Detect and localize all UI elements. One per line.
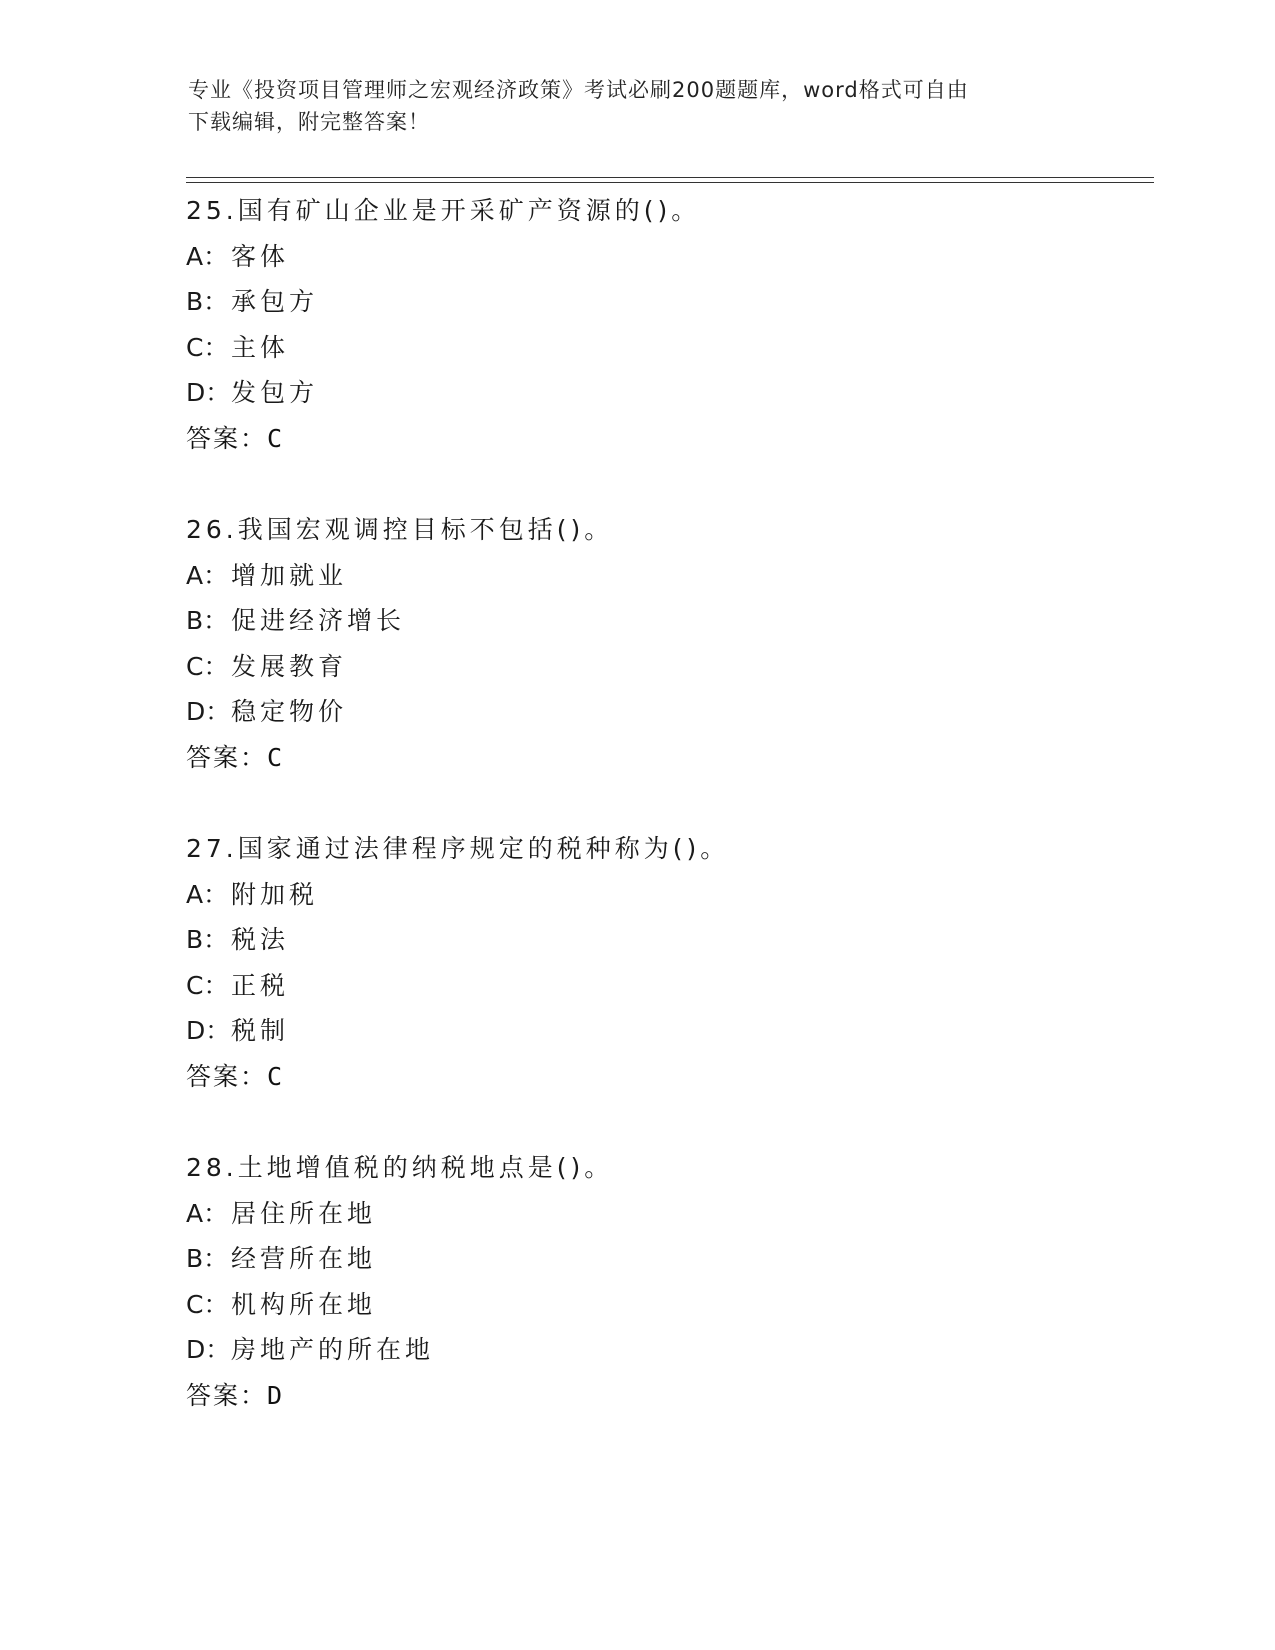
option-text: 房地产的所在地 <box>231 1335 435 1365</box>
answer-value: D <box>267 1380 283 1410</box>
option-text: 发展教育 <box>231 651 348 681</box>
option-key: B： <box>186 925 229 955</box>
option-c <box>186 644 1146 690</box>
option-a <box>186 234 1146 280</box>
option-text: 促进经济增长 <box>231 606 406 636</box>
option-key: B： <box>186 606 229 636</box>
option-text: 正税 <box>231 970 290 1000</box>
option-key: A： <box>186 560 229 590</box>
option-text: 承包方 <box>231 287 319 317</box>
question-25 <box>186 188 1146 507</box>
document-header <box>188 74 1068 138</box>
option-key: C： <box>186 970 229 1000</box>
option-text: 客体 <box>231 241 290 271</box>
option-text: 税制 <box>231 1016 290 1046</box>
question-26 <box>186 507 1146 826</box>
option-text: 经营所在地 <box>231 1244 377 1274</box>
answer-label: 答案： <box>186 742 268 772</box>
answer-line <box>186 1054 1146 1100</box>
option-key: D： <box>186 378 231 408</box>
answer-label: 答案： <box>186 423 268 453</box>
option-key: B： <box>186 287 229 317</box>
option-b <box>186 279 1146 325</box>
option-a <box>186 553 1146 599</box>
option-text: 增加就业 <box>231 560 348 590</box>
header-divider-top <box>186 177 1154 178</box>
question-27 <box>186 826 1146 1145</box>
option-b <box>186 1236 1146 1282</box>
answer-value: C <box>267 423 283 453</box>
option-text: 税法 <box>231 925 290 955</box>
option-b <box>186 598 1146 644</box>
question-stem: 25.国有矿山企业是开采矿产资源的()。 <box>186 196 701 225</box>
answer-label: 答案： <box>186 1061 268 1091</box>
option-key: A： <box>186 241 229 271</box>
question-28 <box>186 1145 1146 1464</box>
option-text: 主体 <box>231 332 290 362</box>
option-key: D： <box>186 1335 231 1365</box>
question-list <box>186 188 1146 1464</box>
option-d <box>186 370 1146 416</box>
option-key: C： <box>186 1289 229 1319</box>
header-line-2: 下载编辑，附完整答案！ <box>188 110 430 134</box>
option-key: B： <box>186 1244 229 1274</box>
option-key: C： <box>186 332 229 362</box>
option-key: A： <box>186 879 229 909</box>
answer-line <box>186 416 1146 462</box>
option-text: 机构所在地 <box>231 1289 377 1319</box>
option-d <box>186 1327 1146 1373</box>
question-stem: 26.我国宏观调控目标不包括()。 <box>186 515 614 544</box>
option-c <box>186 1282 1146 1328</box>
option-c <box>186 963 1146 1009</box>
option-d <box>186 689 1146 735</box>
option-a <box>186 1191 1146 1237</box>
header-divider-bottom <box>186 182 1154 183</box>
option-a <box>186 872 1146 918</box>
question-stem: 27.国家通过法律程序规定的税种称为()。 <box>186 834 730 863</box>
header-line-1: 专业《投资项目管理师之宏观经济政策》考试必刷200题题库，word格式可自由 <box>188 78 969 102</box>
option-text: 居住所在地 <box>231 1198 377 1228</box>
option-b <box>186 917 1146 963</box>
option-key: D： <box>186 1016 231 1046</box>
answer-line <box>186 1373 1146 1419</box>
option-text: 发包方 <box>231 378 319 408</box>
option-key: A： <box>186 1198 229 1228</box>
option-c <box>186 325 1146 371</box>
answer-value: C <box>267 742 283 772</box>
option-text: 附加税 <box>231 879 319 909</box>
answer-label: 答案： <box>186 1380 268 1410</box>
option-d <box>186 1008 1146 1054</box>
option-text: 稳定物价 <box>231 697 348 727</box>
answer-line <box>186 735 1146 781</box>
option-key: D： <box>186 697 231 727</box>
answer-value: C <box>267 1061 283 1091</box>
question-stem: 28.土地增值税的纳税地点是()。 <box>186 1153 614 1182</box>
option-key: C： <box>186 651 229 681</box>
